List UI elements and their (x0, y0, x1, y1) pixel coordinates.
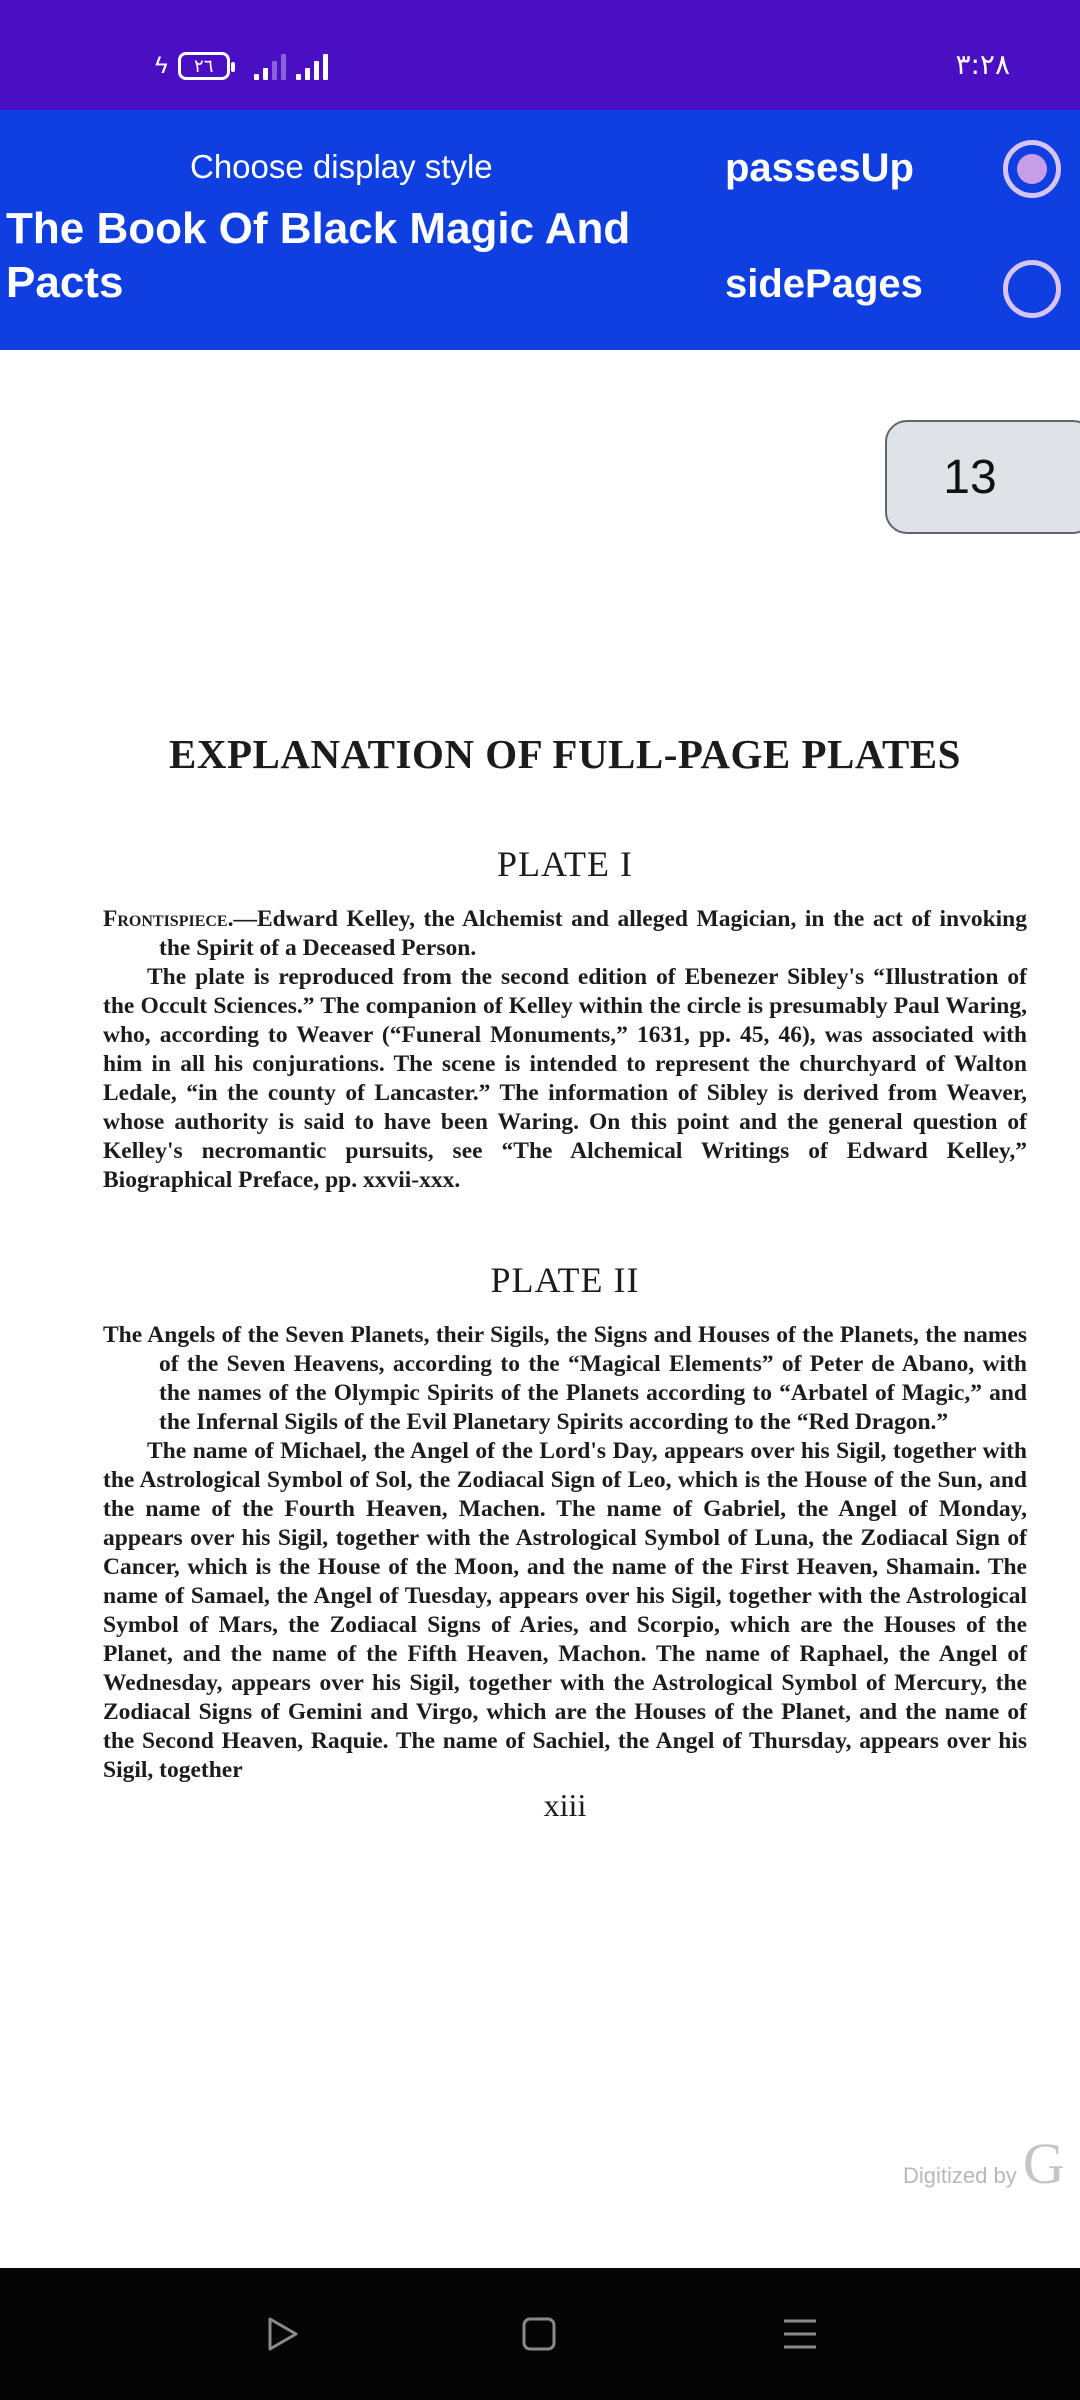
page-title: EXPLANATION OF FULL-PAGE PLATES (169, 731, 961, 777)
system-nav-bar (0, 2268, 1080, 2400)
plate-1-lead-text: —Edward Kelley, the Alchemist and alleged Magician, in the act of invoking the Spirit of a Deceased Person. (159, 906, 1027, 961)
display-style-label: Choose display style (190, 148, 493, 185)
lines-menu-icon[interactable] (780, 2314, 820, 2354)
app-header (0, 110, 1080, 350)
status-time: ٣:٢٨ (955, 48, 1010, 81)
signal-sim1-icon (254, 52, 286, 80)
square-home-icon[interactable] (519, 2314, 559, 2354)
option-side-pages-radio[interactable] (1003, 260, 1061, 318)
plate-2-lead: The Angels of the Seven Planets, their Sigils, the Signs and Houses of the Planets, the names of the Seven Heavens, according to the “Magical Elements” of Peter de Abano, with the names of the Olympic Spirits of the Planets according to “Arbatel of Magic,” and the Infernal Sigils of the Evil Planetary Spirits according to the “Red Dragon.” (103, 1322, 1027, 1435)
charging-icon: ϟ (155, 52, 168, 79)
book-page (103, 730, 1027, 1824)
digitized-watermark (903, 2130, 1065, 2197)
page-number-badge[interactable] (885, 420, 1080, 534)
watermark-logo: G (1022, 2131, 1065, 2196)
book-title: The Book Of Black Magic And Pacts (6, 204, 631, 307)
option-side-pages-label[interactable]: sidePages (725, 262, 923, 306)
page-number: 13 (943, 450, 997, 504)
triangle-back-icon[interactable] (262, 2314, 302, 2354)
signal-sim2-icon (296, 52, 328, 80)
plate-1-heading: PLATE I (497, 844, 633, 884)
status-bar (0, 0, 1080, 110)
status-icons (155, 46, 328, 86)
plate-1-lead-label: Frontispiece. (103, 906, 234, 932)
battery-level: ٢٦ (194, 55, 214, 77)
plate-2-heading: PLATE II (490, 1260, 640, 1300)
plate-1-body: The plate is reproduced from the second edition of Ebenezer Sibley's “Illustration of the Occult Sciences.” The companion of Kelley within the circle is presumably Paul Waring, who, according to Weaver (“Funeral Monuments,” 1631, pp. 45, 46), was associated with him in all his conjurations. The scene is intended to represent the churchyard of Walton Ledale, “in the county of Lancaster.” The information of Sibley is derived from Weaver, whose authority is said to have been Waring. On this point and the general question of Kelley's necromantic pursuits, see “The Alchemical Writings of Edward Kelley,” Biographical Preface, pp. xxvii-xxx. (103, 964, 1027, 1193)
battery-icon (178, 52, 230, 80)
plate-2-body: The name of Michael, the Angel of the Lord's Day, appears over his Sigil, together with the Astrological Symbol of Sol, the Zodiacal Sign of Leo, which is the House of the Sun, and the name of the Fourth Heaven, Machen. The name of Gabriel, the Angel of Monday, appears over his Sigil, together with the Astrological Symbol of Luna, the Zodiacal Sign of Cancer, which is the House of the Moon, and the name of the First Heaven, Shamain. The name of Samael, the Angel of Tuesday, appears over his Sigil, together with the Astrological Symbol of Mars, the Zodiacal Signs of Aries, and Scorpio, which are the Houses of the Planet, and the name of the Fifth Heaven, Machon. The name of Raphael, the Angel of Wednesday, appears over his Sigil, together with the Astrological Symbol of Mercury, the Zodiacal Signs of Gemini and Virgo, which are the Houses of the Planet, and the name of the Second Heaven, Raquie. The name of Sachiel, the Angel of Thursday, appears over his Sigil, together (103, 1438, 1027, 1783)
page-folio: xiii (543, 1787, 587, 1823)
watermark-text: Digitized by (903, 2163, 1017, 2188)
option-passes-up-radio[interactable] (1003, 140, 1061, 198)
plate-1-lead (103, 905, 1027, 963)
option-passes-up-label[interactable]: passesUp (725, 146, 914, 190)
